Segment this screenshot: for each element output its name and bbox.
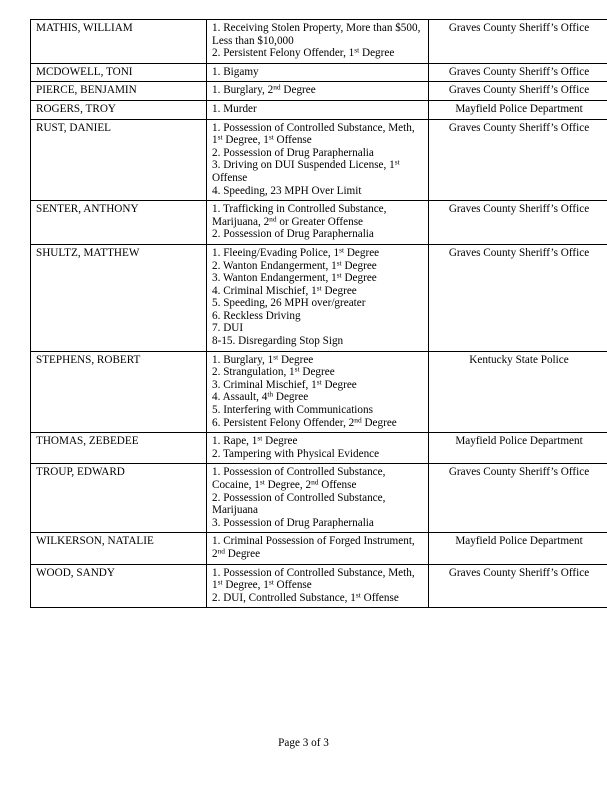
charge-line: 7. DUI: [212, 322, 244, 335]
cell-arresting-agency: Graves County Sheriff’s Office: [429, 464, 607, 533]
table-row: [31, 244, 607, 351]
charge-line: 1. Burglary, 1st Degree: [212, 352, 314, 366]
cell-charges: [207, 100, 429, 119]
page-footer: Page 3 of 3: [278, 737, 329, 749]
cell-charges: [207, 433, 429, 464]
charge-line: 4. Criminal Mischief, 1st Degree: [212, 283, 357, 297]
cell-arresting-agency: Graves County Sheriff’s Office: [429, 119, 607, 201]
charge-line: 2. Strangulation, 1st Degree: [212, 364, 335, 379]
cell-defendant-name: WOOD, SANDY: [31, 564, 207, 608]
charge-line: 2. Persistent Felony Offender, 1st Degree: [212, 45, 395, 60]
cell-arresting-agency: Kentucky State Police: [429, 351, 607, 433]
charge-line: 3. Possession of Drug Paraphernalia: [212, 516, 374, 529]
cell-charges: [207, 20, 429, 64]
charge-line: 2. Possession of Drug Paraphernalia: [212, 146, 374, 159]
cell-arresting-agency: Graves County Sheriff’s Office: [429, 20, 607, 64]
table-row: [31, 201, 607, 245]
charge-line: 8-15. Disregarding Stop Sign: [212, 335, 344, 348]
cell-arresting-agency: Graves County Sheriff’s Office: [429, 244, 607, 351]
charge-line: 6. Persistent Felony Offender, 2nd Degree: [212, 415, 397, 429]
charge-line: 1. Rape, 1st Degree: [212, 433, 298, 448]
charge-line: 5. Speeding, 26 MPH over/greater: [212, 297, 366, 310]
charge-line: 4. Speeding, 23 MPH Over Limit: [212, 184, 362, 197]
charges-table-container: [30, 19, 590, 608]
charge-line: 4. Assault, 4th Degree: [212, 389, 309, 404]
cell-arresting-agency: Mayfield Police Department: [429, 533, 607, 564]
cell-defendant-name: SHULTZ, MATTHEW: [31, 244, 207, 351]
cell-defendant-name: RUST, DANIEL: [31, 119, 207, 201]
cell-defendant-name: STEPHENS, ROBERT: [31, 351, 207, 433]
charge-line: 3. Wanton Endangerment, 1st Degree: [212, 270, 377, 285]
cell-arresting-agency: Mayfield Police Department: [429, 100, 607, 119]
cell-charges: [207, 82, 429, 101]
cell-charges: [207, 119, 429, 201]
table-row: [31, 464, 607, 533]
cell-defendant-name: TROUP, EDWARD: [31, 464, 207, 533]
table-row: [31, 433, 607, 464]
cell-charges: [207, 533, 429, 564]
charge-line: 2. Tampering with Physical Evidence: [212, 447, 380, 460]
charge-line: 1. Possession of Controlled Substance, Meth, 1st Degree, 1st Offense: [212, 566, 415, 592]
cell-charges: [207, 564, 429, 608]
charge-line: 1. Fleeing/Evading Police, 1st Degree: [212, 245, 380, 259]
cell-arresting-agency: Graves County Sheriff’s Office: [429, 63, 607, 82]
cell-defendant-name: MCDOWELL, TONI: [31, 63, 207, 82]
charge-line: 2. DUI, Controlled Substance, 1st Offense: [212, 590, 399, 604]
charge-line: 1. Possession of Controlled Substance, Cocaine, 1st Degree, 2nd Offense: [212, 466, 386, 491]
charge-line: 1. Trafficking in Controlled Substance, Marijuana, 2nd or Greater Offense: [212, 203, 387, 228]
charge-line: 1. Burglary, 2nd Degree: [212, 82, 316, 97]
cell-charges: [207, 63, 429, 82]
cell-arresting-agency: Graves County Sheriff’s Office: [429, 82, 607, 101]
cell-charges: [207, 201, 429, 245]
charge-line: 5. Interfering with Communications: [212, 404, 373, 417]
cell-arresting-agency: Graves County Sheriff’s Office: [429, 201, 607, 245]
cell-defendant-name: ROGERS, TROY: [31, 100, 207, 119]
charges-table: [30, 19, 607, 608]
charge-line: 2. Possession of Drug Paraphernalia: [212, 228, 374, 241]
charge-line: 2. Possession of Controlled Substance, Marijuana: [212, 491, 386, 517]
charge-line: 1. Possession of Controlled Substance, Meth, 1st Degree, 1st Offense: [212, 121, 415, 147]
charge-line: 2. Wanton Endangerment, 1st Degree: [212, 257, 377, 272]
cell-defendant-name: THOMAS, ZEBEDEE: [31, 433, 207, 464]
cell-charges: [207, 351, 429, 433]
charges-table-body: [31, 20, 607, 608]
cell-defendant-name: PIERCE, BENJAMIN: [31, 82, 207, 101]
charge-line: 1. Criminal Possession of Forged Instrument, 2nd Degree: [212, 535, 415, 560]
cell-charges: [207, 244, 429, 351]
table-row: [31, 100, 607, 119]
cell-arresting-agency: Graves County Sheriff’s Office: [429, 564, 607, 608]
charge-line: 3. Criminal Mischief, 1st Degree: [212, 377, 357, 391]
table-row: [31, 63, 607, 82]
charge-line: 6. Reckless Driving: [212, 309, 301, 322]
table-row: [31, 82, 607, 101]
cell-defendant-name: SENTER, ANTHONY: [31, 201, 207, 245]
cell-charges: [207, 464, 429, 533]
cell-defendant-name: WILKERSON, NATALIE: [31, 533, 207, 564]
charge-line: 1. Bigamy: [212, 65, 259, 78]
table-row: [31, 20, 607, 64]
table-row: [31, 351, 607, 433]
table-row: [31, 533, 607, 564]
cell-arresting-agency: Mayfield Police Department: [429, 433, 607, 464]
charge-line: 1. Receiving Stolen Property, More than $500, Less than $10,000: [212, 22, 421, 47]
table-row: [31, 119, 607, 201]
table-row: [31, 564, 607, 608]
cell-defendant-name: MATHIS, WILLIAM: [31, 20, 207, 64]
charge-line: 1. Murder: [212, 102, 257, 115]
charge-line: 3. Driving on DUI Suspended License, 1st Offense: [212, 157, 400, 184]
